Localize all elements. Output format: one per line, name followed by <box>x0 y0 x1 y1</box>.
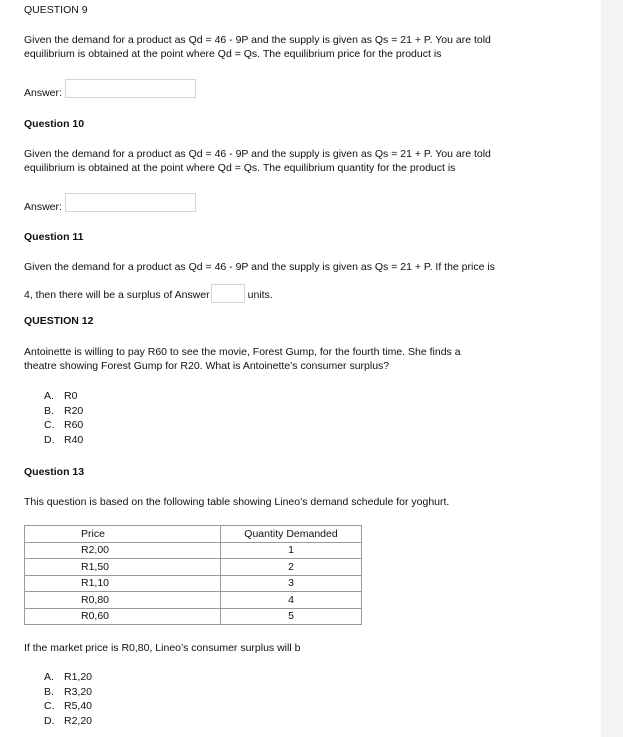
q13-option-a: A. R1,20 <box>44 671 93 683</box>
table-cell-price: R1,50 <box>25 559 221 576</box>
q9-heading: QUESTION 9 <box>24 4 88 16</box>
table-cell-quantity: 3 <box>221 575 362 592</box>
table-cell-quantity: 2 <box>221 559 362 576</box>
q12-option-c: C. R60 <box>44 419 84 431</box>
q9-answer-input[interactable] <box>65 79 196 98</box>
q11-text-line1: Given the demand for a product as Qd = 46 - 9P and the supply is given as Qs = 21 + P. If the price is <box>24 261 495 273</box>
demand-schedule-table <box>24 525 362 625</box>
q13-options-list <box>44 670 92 728</box>
q9-text-line2: equilibrium is obtained at the point where Qd = Qs. The equilibrium price for the product is <box>24 48 442 60</box>
q9-text-line1: Given the demand for a product as Qd = 46 - 9P and the supply is given as Qs = 21 + P. You are told <box>24 34 491 46</box>
q9-answer-label: Answer: <box>24 87 62 99</box>
table-cell-quantity: 5 <box>221 608 362 625</box>
table-cell-quantity: 1 <box>221 542 362 559</box>
table-cell-price: R2,00 <box>25 542 221 559</box>
q12-heading: QUESTION 12 <box>24 315 94 327</box>
q10-text-line2: equilibrium is obtained at the point where Qd = Qs. The equilibrium quantity for the product is <box>24 162 456 174</box>
q13-heading: Question 13 <box>24 466 85 478</box>
table-row <box>25 559 362 576</box>
table-header-quantity: Quantity Demanded <box>221 526 362 543</box>
q13-option-d: D. R2,20 <box>44 714 93 727</box>
q11-answer-input[interactable] <box>211 284 245 303</box>
page-margin-strip <box>601 0 623 737</box>
table-cell-price: R0,80 <box>25 592 221 609</box>
table-row <box>25 592 362 609</box>
table-header-price: Price <box>25 526 221 543</box>
q10-heading: Question 10 <box>24 118 85 130</box>
q11-text-prefix: 4, then there will be a surplus of Answer <box>24 289 210 301</box>
table-row <box>25 542 362 559</box>
q12-option-b: B. R20 <box>44 404 84 417</box>
q11-text-line2 <box>24 284 273 303</box>
table-cell-price: R0,60 <box>25 608 221 625</box>
q10-answer-label: Answer: <box>24 201 62 213</box>
q12-text-line1: Antoinette is willing to pay R60 to see the movie, Forest Gump, for the fourth time. She finds a <box>24 346 461 358</box>
table-row <box>25 575 362 592</box>
q13-option-c: C. R5,40 <box>44 700 93 712</box>
q11-heading: Question 11 <box>24 231 84 243</box>
q12-option-d: D. R40 <box>44 433 84 446</box>
table-header-row <box>25 526 362 543</box>
q12-options-list <box>44 389 83 447</box>
q13-option-b: B. R3,20 <box>44 685 93 698</box>
table-row <box>25 608 362 625</box>
table-cell-quantity: 4 <box>221 592 362 609</box>
q11-text-suffix: units. <box>247 289 273 301</box>
q13-intro: This question is based on the following table showing Lineo’s demand schedule for yoghurt. <box>24 496 450 508</box>
q10-answer-input[interactable] <box>65 193 196 212</box>
q12-option-a: A. R0 <box>44 390 78 402</box>
table-cell-price: R1,10 <box>25 575 221 592</box>
q13-prompt: If the market price is R0,80, Lineo’s consumer surplus will b <box>24 642 301 654</box>
q10-text-line1: Given the demand for a product as Qd = 46 - 9P and the supply is given as Qs = 21 + P. You are told <box>24 148 491 160</box>
q12-text-line2: theatre showing Forest Gump for R20. What is Antoinette’s consumer surplus? <box>24 360 390 372</box>
